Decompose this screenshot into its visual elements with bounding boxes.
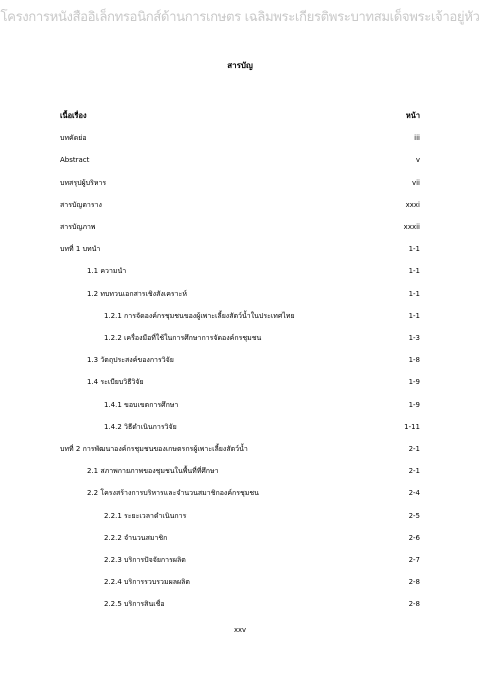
toc-entry-label: 2.2 โครงสร้างการบริหารและจำนวนสมาชิกองค์กรชุมชน — [87, 489, 259, 497]
toc-entry[interactable] — [60, 487, 420, 499]
toc-entry[interactable] — [60, 576, 420, 588]
toc-entry-page: 1-1 — [408, 312, 420, 320]
project-banner: โครงการหนังสืออิเล็กทรอนิกส์ด้านการเกษตร เฉลิมพระเกียรติพระบาทสมเด็จพระเจ้าอยู่หัว — [0, 10, 480, 25]
toc-entry-label: บทที่ 1 บทนำ — [60, 245, 101, 253]
toc-entry-page: 2-1 — [408, 445, 420, 453]
toc-entry-page: 2-4 — [408, 489, 420, 497]
page-number: xxv — [233, 626, 247, 634]
toc-entry-label: 1.4.1 ขอบเขตการศึกษา — [104, 401, 179, 409]
toc-entry[interactable] — [60, 465, 420, 477]
toc-entry-page: v — [415, 156, 420, 164]
toc-entry-label: 2.2.1 ระยะเวลาดำเนินการ — [104, 512, 187, 520]
toc-entry-label: 1.4.2 วิธีดำเนินการวิจัย — [104, 423, 177, 431]
toc-entry[interactable] — [60, 310, 420, 322]
toc-entry-page: vii — [411, 179, 420, 187]
toc-entry[interactable] — [60, 132, 420, 144]
toc-entry-page: 1-1 — [408, 245, 420, 253]
content-column-header: เนื้อเรื่อง — [60, 111, 87, 120]
toc-entry[interactable] — [60, 288, 420, 300]
toc-entry-label: สารบัญภาพ — [60, 223, 96, 231]
toc-entry-label: บทที่ 2 การพัฒนาองค์กรชุมชนของเกษตรกรผู้เพาะเลี้ยงสัตว์น้ำ — [60, 445, 248, 453]
toc-entry[interactable] — [60, 221, 420, 233]
toc-entry[interactable] — [60, 421, 420, 433]
toc-entry[interactable] — [60, 376, 420, 388]
toc-entry-label: 1.1 ความนำ — [87, 267, 127, 275]
toc-entry[interactable] — [60, 177, 420, 189]
toc-entry[interactable] — [60, 265, 420, 277]
toc-entry-label: 2.1 สภาพกายภาพของชุมชนในพื้นที่ที่ศึกษา — [87, 467, 219, 475]
toc-entry-page: 1-9 — [408, 378, 420, 386]
toc-entry-label: 2.2.3 บริการปัจจัยการผลิต — [104, 556, 186, 564]
toc-entry-label: 1.2.1 การจัดองค์กรชุมชนของผู้เพาะเลี้ยงสัตว์น้ำในประเทศไทย — [104, 312, 295, 320]
toc-entry-label: 1.2 ทบทวนเอกสารเชิงสังเคราะห์ — [87, 290, 187, 298]
page-title: สารบัญ — [227, 61, 253, 70]
toc-entry-label: 2.2.4 บริการรวบรวมผลผลิต — [104, 578, 190, 586]
toc-entry-page: iii — [414, 134, 420, 142]
toc-entry-page: 1-1 — [408, 267, 420, 275]
toc-entry-label: 1.2.2 เครื่องมือที่ใช้ในการศึกษาการจัดองค์กรชุมชน — [104, 334, 262, 342]
toc-entry-page: 2-8 — [408, 578, 420, 586]
toc-entry-label: บทสรุปผู้บริหาร — [60, 179, 107, 187]
toc-entry[interactable] — [60, 554, 420, 566]
toc-entry[interactable] — [60, 443, 420, 455]
toc-entry-page: 2-7 — [408, 556, 420, 564]
toc-entry[interactable] — [60, 598, 420, 610]
toc-entry-page: 2-6 — [408, 534, 420, 542]
page-column-header: หน้า — [405, 111, 420, 120]
toc-entry-label: Abstract — [60, 156, 90, 164]
toc-entry-page: 1-11 — [404, 423, 420, 431]
toc-entry-label: 1.4 ระเบียบวิธีวิจัย — [87, 378, 144, 386]
toc-entry[interactable] — [60, 510, 420, 522]
toc-entry[interactable] — [60, 532, 420, 544]
toc-entry-page: xxxii — [403, 223, 420, 231]
toc-entry[interactable] — [60, 199, 420, 211]
toc-entry-page: 1-8 — [408, 356, 420, 364]
toc-entry-page: 2-5 — [408, 512, 420, 520]
toc-entry-label: 2.2.2 จำนวนสมาชิก — [104, 534, 168, 542]
toc-entry-page: 1-1 — [408, 290, 420, 298]
toc-entry-page: xxxi — [405, 201, 420, 209]
toc-entry-page: 2-1 — [408, 467, 420, 475]
toc-entry-page: 2-8 — [408, 600, 420, 608]
toc-entry-label: สารบัญตาราง — [60, 201, 102, 209]
toc-entry-label: 1.3 วัตถุประสงค์ของการวิจัย — [87, 356, 174, 364]
toc-entry-page: 1-9 — [408, 401, 420, 409]
toc-entry-page: 1-3 — [408, 334, 420, 342]
toc-entry[interactable] — [60, 354, 420, 366]
toc-entry[interactable] — [60, 399, 420, 411]
toc-entry-label: 2.2.5 บริการสินเชื่อ — [104, 600, 165, 608]
toc-entry-label: บทคัดย่อ — [60, 134, 87, 142]
toc-entry[interactable] — [60, 154, 420, 166]
toc-entry[interactable] — [60, 243, 420, 255]
toc-entry[interactable] — [60, 332, 420, 344]
